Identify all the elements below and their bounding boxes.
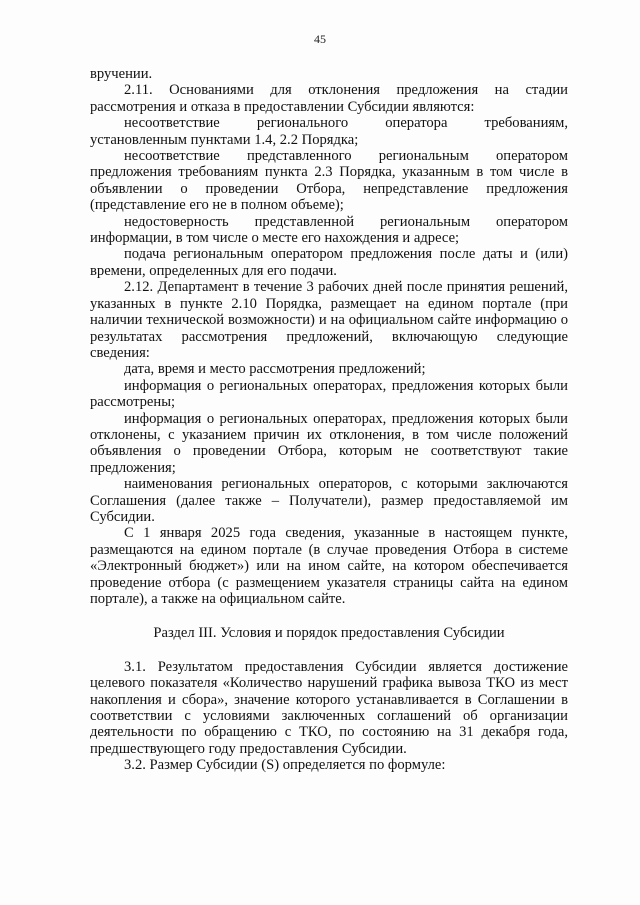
paragraph-3-1: 3.1. Результатом предоставления Субсидии является достижение целевого показателя «Количество нарушений графика вывоза ТКО из мест накопления и сбора», значение которого устанавливается в Соглашении в соответствии с условиями заключенных соглашений об организации деятельности по обращению с ТКО, по состоянию на 31 декабря года, предшествующего году предоставления Субсидии. [90,658,568,757]
paragraph-reason-proposal: несоответствие представленного региональным оператором предложения требованиям пункта 2.3 Порядка, указанным в том числе в объявлении о проведении Отбора, непредставление предложения (представление его не в полном объеме); [90,148,568,214]
paragraph-3-2: 3.2. Размер Субсидии (S) определяется по формуле: [124,757,446,774]
paragraph-2-11: 2.11. Основаниями для отклонения предложения на стадии рассмотрения и отказа в предоставлении Субсидии являются: [90,82,568,115]
paragraph-reason-unreliable: недостоверность представленной региональным оператором информации, в том числе о месте его нахождения и адресе; [90,213,568,247]
paragraph-reason-late: подача региональным оператором предложения после даты и (или) времени, определенных для его подачи. [90,246,568,279]
paragraph-continuation: вручении. [90,66,153,82]
paragraph-info-rejected: информация о региональных операторах, предложения которых были отклонены, с указанием причин их отклонения, в том числе положений объявления о проведении Отбора, которым не соответствуют такие предложения; [90,410,568,476]
paragraph-info-considered: информация о региональных операторах, предложения которых были рассмотрены; [90,377,568,411]
section-heading: Раздел III. Условия и порядок предоставления Субсидии [153,625,505,642]
paragraph-info-recipients: наименования региональных операторов, с которыми заключаются Соглашения (далее также – Получатели), размер предоставляемой им Субсидии. [90,476,568,525]
paragraph-2-12: 2.12. Департамент в течение 3 рабочих дней после принятия решений, указанных в пункте 2.10 Порядка, размещает на едином портале (при наличии технической возможности) и на официальном сайте информацию о результатах рассмотрения предложений, включающую следующие сведения: [90,279,568,361]
paragraph-reason-requirements: несоответствие регионального оператора требованиям, установленным пунктами 1.4, 2.2 Порядка; [90,115,568,148]
document-body [90,66,568,774]
paragraph-info-date: дата, время и место рассмотрения предложений; [124,361,426,378]
page-number: 45 [314,32,326,46]
paragraph-2025: С 1 января 2025 года сведения, указанные в настоящем пункте, размещаются на едином портале (в случае проведения Отбора в системе «Электронный бюджет») или на ином сайте, на котором обеспечивается проведение отбора (с размещением указателя страницы сайта на едином портале), а также на официальном сайте. [90,525,568,607]
